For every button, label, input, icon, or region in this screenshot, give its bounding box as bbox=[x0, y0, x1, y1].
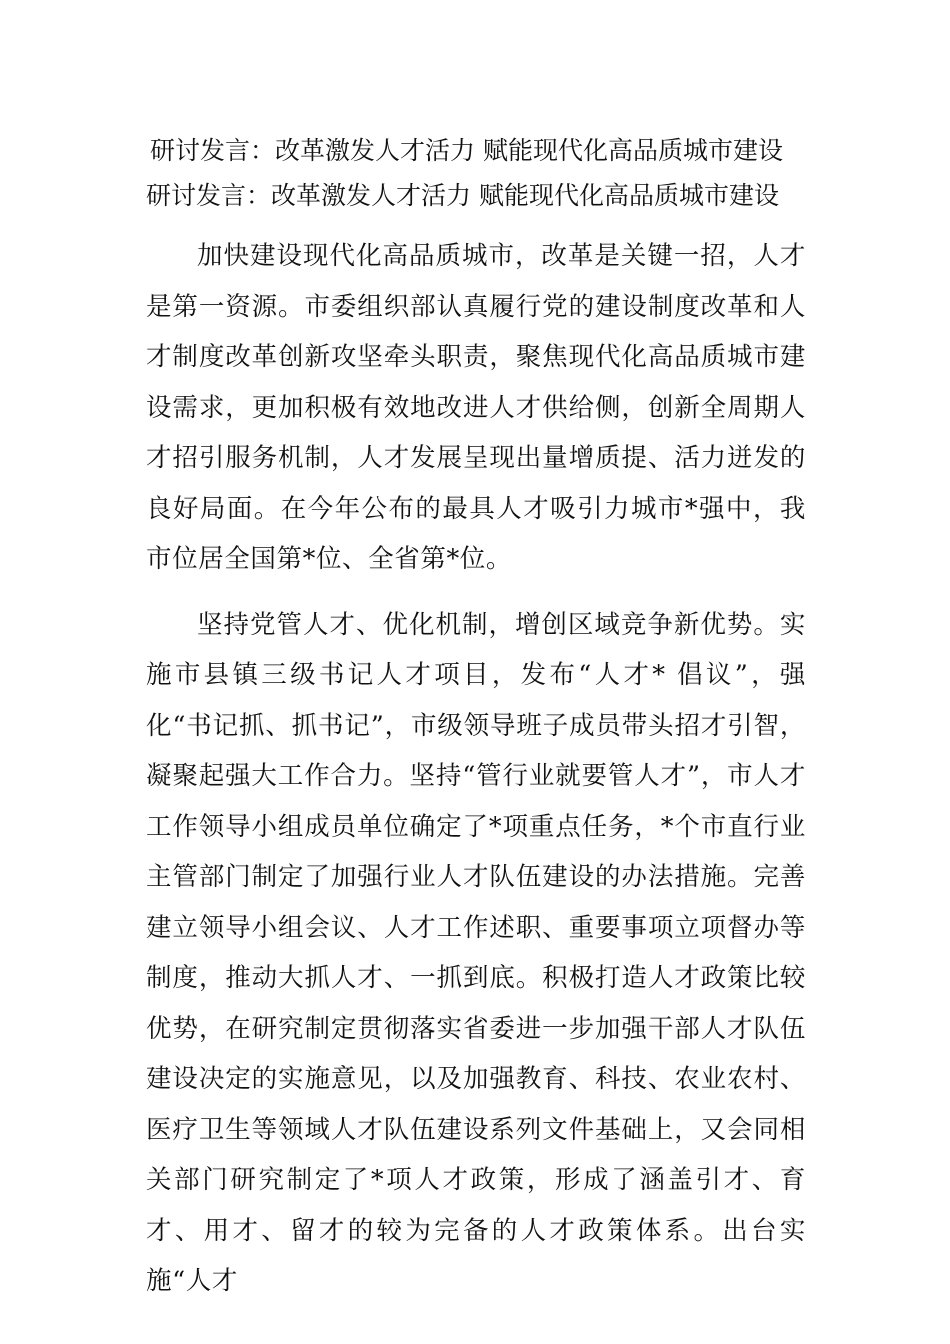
document-title-repeat: 研讨发言：改革激发人才活力 赋能现代化高品质城市建设 bbox=[146, 181, 779, 210]
paragraph-party-talent: 坚持党管人才、优化机制，增创区域竞争新优势。实施市县镇三级书记人才项目，发布“人才* 倡议”，强化“书记抓、抓书记”，市级领导班子成员带头招才引智，凝聚起强大工作合力。坚持“管行业就要管人才”，市人才工作领导小组成员单位确定了*项重点任务，*个市直行业主管部门制定了加强行业人才队伍建设的办法措施。完善建立领导小组会议、人才工作述职、重要事项立项督办等制度，推动大抓人才、一抓到底。积极打造人才政策比较优势，在研究制定贯彻落实省委进一步加强干部人才队伍建设决定的实施意见，以及加强教育、科技、农业农村、医疗卫生等领域人才队伍建设系列文件基础上，又会同相关部门研究制定了*项人才政策，形成了涵盖引才、育才、用才、留才的较为完备的人才政策体系。出台实施“人才 bbox=[146, 609, 806, 1296]
document-body bbox=[146, 128, 806, 1307]
document-title: 研讨发言：改革激发人才活力 赋能现代化高品质城市建设 bbox=[150, 136, 783, 165]
paragraph-intro: 加快建设现代化高品质城市，改革是关键一招，人才是第一资源。市委组织部认真履行党的建设制度改革和人才制度改革创新攻坚牵头职责，聚焦现代化高品质城市建设需求，更加积极有效地改进人才供给侧，创新全周期人才招引服务机制，人才发展呈现出量增质提、活力迸发的良好局面。在今年公布的最具人才吸引力城市*强中，我市位居全国第*位、全省第*位。 bbox=[146, 241, 806, 574]
